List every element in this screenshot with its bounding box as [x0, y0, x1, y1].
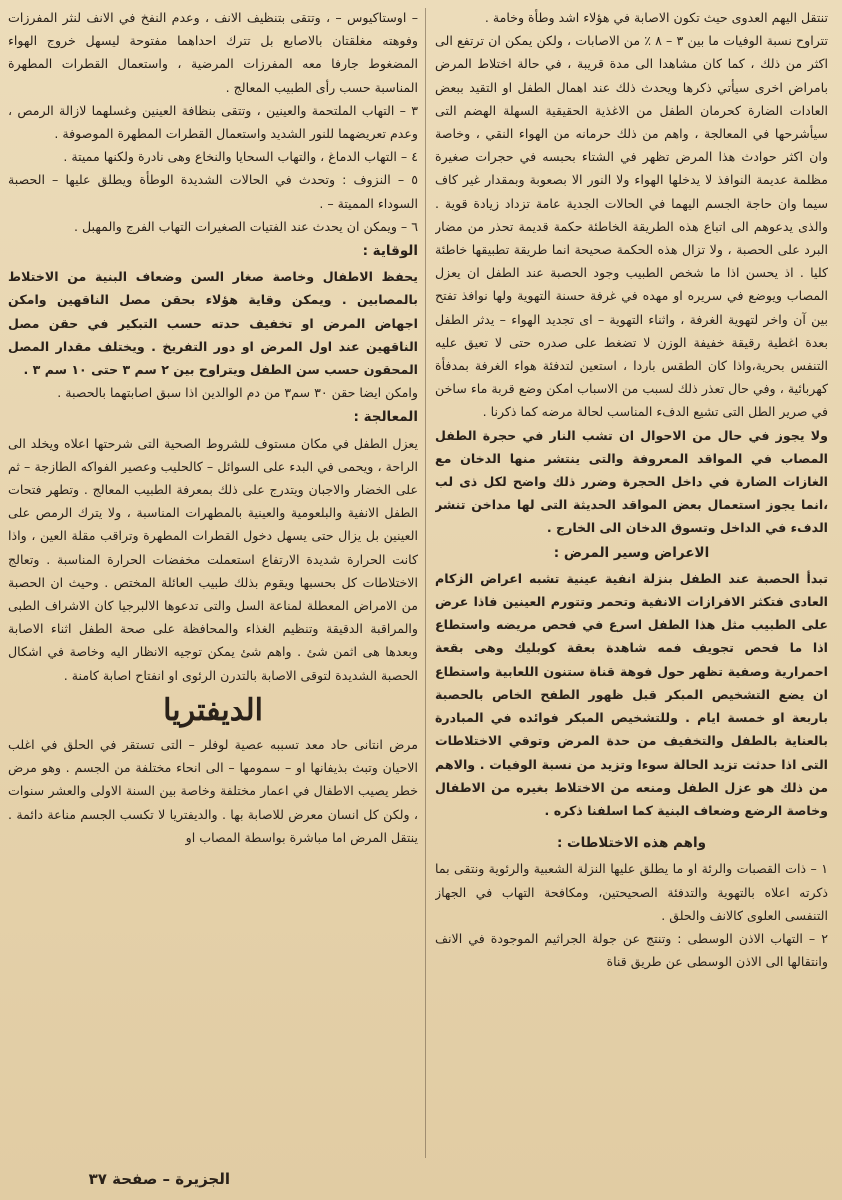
left-column [8, 6, 418, 1166]
page-footer: الجزيرة – صفحة ٣٧ [88, 1170, 230, 1188]
paragraph: يحفظ الاطفال وخاصة صغار السن وضعاف البنية من الاختلاط بالمصابين . ويمكن وقاية هؤلاء بحقن مصل الناقهين وامكن اجهاض المرض او تخفيف حدته حسب التبكير في حقن مصل الناقهين عند اول المرض او دور التفريخ . ويختلف مقدار المصل المحقون حسب سن الطفل ويتراوح بين ٢ سم ٣ حتى ١٠ سم ٣ . [8, 269, 418, 378]
right-column [435, 6, 828, 1166]
list-item: ١ – ذات القصبات والرئة او ما يطلق عليها النزلة الشعبية والرئوية ونتقى بما ذكرته اعلاه بالتهوية والتدفئة الصحيحتين، ومكافحة التهاب في الجهاز التنفسى العلوى كالانف والحلق . [435, 861, 828, 923]
paragraph: تبدأ الحصبة عند الطفل بنزلة انفية عينية تشبه اعراض الزكام العادى فتكثر الافرازات الانفية وتحمر وتتورم العينين فاذا عرض على الطبيب مثل هذا الطفل اسرع في فحص مريضه واستطاع اذا ما فحص تجويف فمه شاهدة بعقة كوبليك وهى بقعة احمرارية وصفية تظهر حول فوهة قناة ستنون اللعابية واستطاع ان يضع التشخيص المبكر قبل ظهور الطفح الخاص بالحصبة باربعة او خمسة ايام . وللتشخيص المبكر فوائده في المبادرة بالعناية بالطفل والتخفيف من حدة المرض وتوقي الاختلاطات التى اذا حدثت تزيد الحالة سوءا وتزيد من نسبة الوفيات . والاهم من ذلك هو عزل الطفل ومنعه من الاختلاط بغيره من الاطفال وخاصة الرضع وضعاف البنية كما اسلفنا ذكره . [435, 570, 828, 818]
list-item: ٥ – النزوف : وتحدث في الحالات الشديدة الوطأة ويطلق عليها – الحصبة السوداء المميتة – . [8, 172, 418, 211]
paragraph: وامكن ايضا حقن ٣٠ سم٣ من دم الوالدين اذا سبق اصابتهما بالحصبة . [57, 385, 418, 401]
article-title-diphtheria: الديفتريا [163, 692, 263, 728]
column-divider [425, 8, 426, 1158]
paragraph: مرض انتانى حاد معد تسببه عصية لوفلر – التى تستقر في الحلق في اغلب الاحيان وتبث بذيفانها او – سمومها – الى انحاء مختلفة من الجسم . وهو مرض خطر يصيب الاطفال في اعمار مختلفة وخاصة بين السنة الاولى والعشر سنوات ، ولكن كل انسان معرض للاصابة بها . والديفتريا لا تكسب الجسم مناعة دائمة . ينتقل المرض اما مباشرة بواسطة المصاب او [8, 736, 418, 845]
list-item: ٦ – ويمكن ان يحدث عند الفتيات الصغيرات التهاب الفرج والمهبل . [74, 218, 418, 234]
list-item: – اوستاكيوس – ، وتتقى بتنظيف الانف ، وعدم النفخ في الانف لنثر المفرزات وفوهته مغلقتان بالاصابع بل تترك احداهما مفتوحة ليسهل خروج الهواء المضغوط جارفا معه المفرزات المرضية ، واستعمال القطرات المطهرة المناسبة حسب رأى الطبيب المعالج . [8, 10, 418, 95]
paragraph: تنتقل اليهم العدوى حيث تكون الاصابة في هؤلاء اشد وطأة وخامة . [484, 10, 828, 25]
list-item: ٢ – التهاب الاذن الوسطى : وتنتج عن جولة الجراثيم الموجودة في الانف وانتقالها الى الاذن الوسطى عن طريق قناة [435, 930, 828, 970]
section-heading-complications: واهم هذه الاختلاطات : [556, 835, 707, 852]
section-heading-treatment: المعالجة : [353, 409, 418, 426]
paragraph: يعزل الطفل في مكان مستوف للشروط الصحية التى شرحتها اعلاه ويخلد الى الراحة ، ويحمى في البدء على السوائل – كالحليب وعصير الفواكه الطازجة – ثم على الخضار والاجبان ويتدرج على ذلك بمعرفة الطبيب المعالج . وتطهر فتحات الطفل الانفية والبلعومية والعينية بالمطهرات المناسبة ، ولا يترك الرمص على العينين بل يزال حتى يسهل دخول القطرات المطهرة وتراقب مقلة العين ، واذا كانت الحرارة شديدة الارتفاع استعملت مخفضات الحرارة المناسبة . وتعالج الاختلاطات كل بحسبها ويقوم بذلك طبيب العائلة المختص . وحيث ان الحصبة من الامراض المعطلة لمناعة السل والتى تدعوها الالبرجيا كان الاشراف الطبى والمراقبة الدقيقة وتنظيم الغذاء والمحافظة على صحة الطفل اثناء الاصابة وبعدها هى اثمن شئ . واهم شئ يمكن توجيه الانظار اليه وخاصة في اشكال الحصبة الشديدة لتوقى الاصابة بالتدرن الرئوى او انفتاح اصابة كامنة . [8, 435, 418, 683]
paragraph: ولا يجوز في حال من الاحوال ان تشب النار في حجرة الطفل المصاب في المواقد المعروفة والتى ينتشر منها الدخان مع الغازات الضارة في داخل الحجرة وضرر ذلك واضح لكل ذى لب ،انما يجوز استعمال بعض المواقد الحديثة التى لها مداخن تنشر الدفء في الداخل وتسوق الدخان الى الخارج . [435, 427, 828, 536]
paragraph: تتراوح نسبة الوفيات ما بين ٣ – ٨ ٪ من الاصابات ، ولكن يمكن ان ترتفع الى اكثر من ذلك ، كما كان مشاهدا الى مدة قريبة ، في حالة اختلاط المرض بامراض اخرى سيأتي ذكرها ويحدث ذلك عند اهمال الطفل او التقيد ببعض العادات الضارة كحرمان الطفل من الاغذية الحقيقية السهلة الهضم التى سيأشرحها في المعالجة ، واهم من ذلك حرمانه من الهواء النقي ، وخاصة وان اكثر حوادث هذا المرض تظهر في الشتاء بحبسه في حجرات صغيرة مظلمة عديمة النوافذ لا يدخلها الهواء ولا النور الا بصعوبة وبمقدار غير كاف سيما وان حاجة الجسم اليهما في الحالات الجدية عامة تزداد زيادة قوية . والذى يدعوهم الى اتباع هذه الطريقة الخاطئة حكمة قديمة تحذر من مضار البرد على الحصبة ، ولا تزال هذه الحكمة صحيحة انما طريقة تطبيقها خاطئة كليا . اذ يحسن اذا ما شخص الطبيب وجود الحصبة عند الطفل ان يعزل المصاب ويوضع في سريره او مهده في غرفة حسنة التهوية ولها نوافذ تفتح بين آن واخر لتهوية الغرفة ، واثناء التهوية – اى تجديد الهواء – يدثر الطفل بعدة اغطية رقيقة خفيفة الوزن لا تضغط على صدره حتى لا تعيق عليه التنفس بحرية،واذا كان الطقس باردا ، استعين لتدفئة هواء الغرفة بمدفأة كهربائية ، وفي حال تعذر ذلك لسبب من الاسباب امكن وضع قربة ماء ساخن في صرير الطل التى تشيع الدفء المناسب لحالة مرضه كما ذكرنا . [435, 33, 828, 420]
section-heading-prevention: الوقاية : [362, 243, 418, 260]
list-item: ٣ – التهاب الملتحمة والعينين ، وتتقى بنظافة العينين وغسلهما لازالة الرمص ، وعدم تعريضهما للنور الشديد واستعمال القطرات المطهرة الموصوفة . [8, 102, 418, 142]
list-item: ٤ – التهاب الدماغ ، والتهاب السحايا والنخاع وهى نادرة ولكنها مميتة . [63, 149, 418, 165]
section-heading-symptoms: الاعراض وسير المرض : [553, 544, 710, 561]
